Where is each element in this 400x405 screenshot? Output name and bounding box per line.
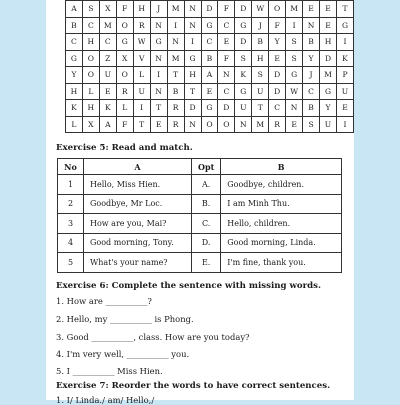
grid-cell: D (320, 50, 337, 67)
grid-cell: N (150, 17, 167, 34)
grid-cell: G (184, 50, 201, 67)
grid-cell: H (66, 83, 83, 100)
option-letter: C. (192, 214, 221, 234)
grid-row (66, 34, 354, 51)
exercise6-title: Exercise 6: Complete the sentence with missing words. (56, 281, 321, 291)
grid-cell: O (201, 116, 218, 133)
grid-cell: T (252, 100, 269, 117)
grid-cell: P (337, 67, 354, 84)
grid-cell: O (82, 50, 99, 67)
grid-cell: O (116, 67, 133, 84)
sentence-a: How are you, Mai? (84, 214, 192, 234)
grid-cell: F (116, 1, 133, 18)
exercise6-item-1: 1. How are __________? (56, 296, 152, 306)
grid-row (66, 116, 354, 133)
grid-cell: G (286, 67, 303, 84)
grid-cell: I (150, 67, 167, 84)
grid-cell: D (269, 83, 286, 100)
option-letter: B. (192, 194, 221, 214)
grid-cell: N (184, 1, 201, 18)
grid-cell: I (133, 100, 150, 117)
exercise6-item-2: 2. Hello, my __________ is Phong. (56, 314, 194, 324)
grid-cell: S (82, 1, 99, 18)
row-number: 3 (58, 214, 84, 234)
grid-cell: S (303, 116, 320, 133)
grid-cell: N (150, 50, 167, 67)
grid-cell: J (150, 1, 167, 18)
grid-cell: E (150, 116, 167, 133)
grid-cell: U (252, 83, 269, 100)
grid-cell: L (66, 116, 83, 133)
grid-row (66, 17, 354, 34)
row-number: 4 (58, 233, 84, 253)
exercise7-title: Exercise 7: Reorder the words to have correct sentences. (56, 381, 331, 391)
grid-cell: H (82, 34, 99, 51)
grid-cell: H (82, 100, 99, 117)
sentence-b: Good morning, Linda. (221, 233, 342, 253)
grid-cell: Y (66, 67, 83, 84)
grid-cell: C (303, 83, 320, 100)
grid-cell: C (99, 34, 116, 51)
grid-cell: C (82, 17, 99, 34)
grid-cell: X (82, 116, 99, 133)
grid-cell: M (167, 50, 184, 67)
grid-cell: U (337, 83, 354, 100)
sentence-b: Goodbye, children. (221, 175, 342, 195)
grid-cell: D (235, 1, 252, 18)
row-number: 2 (58, 194, 84, 214)
grid-cell: U (320, 116, 337, 133)
grid-cell: B (252, 34, 269, 51)
grid-cell: C (218, 83, 235, 100)
grid-cell: G (337, 17, 354, 34)
grid-cell: V (133, 50, 150, 67)
grid-row (66, 100, 354, 117)
grid-cell: R (167, 116, 184, 133)
grid-cell: E (286, 116, 303, 133)
grid-cell: O (269, 1, 286, 18)
sentence-b: I am Minh Thu. (221, 194, 342, 214)
grid-cell: R (116, 83, 133, 100)
option-letter: E. (192, 253, 221, 273)
grid-cell: W (286, 83, 303, 100)
sentence-a: Goodbye, Mr Loc. (84, 194, 192, 214)
grid-cell: F (269, 17, 286, 34)
row-number: 5 (58, 253, 84, 273)
grid-cell: B (167, 83, 184, 100)
grid-cell: I (167, 17, 184, 34)
grid-cell: A (99, 116, 116, 133)
grid-cell: B (303, 34, 320, 51)
grid-cell: I (184, 34, 201, 51)
grid-cell: T (167, 67, 184, 84)
grid-cell: N (167, 34, 184, 51)
worksheet-page (46, 0, 354, 405)
grid-cell: J (303, 67, 320, 84)
grid-cell: E (269, 50, 286, 67)
grid-cell: S (235, 50, 252, 67)
grid-cell: E (320, 1, 337, 18)
grid-cell: D (184, 100, 201, 117)
match-row (58, 194, 342, 214)
grid-cell: H (320, 34, 337, 51)
grid-row (66, 83, 354, 100)
grid-cell: M (252, 116, 269, 133)
grid-cell: D (218, 100, 235, 117)
exercise6-item-3: 3. Good __________, class. How are you today? (56, 332, 250, 342)
grid-cell: A (66, 1, 83, 18)
grid-cell: N (184, 116, 201, 133)
grid-cell: G (201, 100, 218, 117)
grid-cell: K (66, 100, 83, 117)
grid-cell: T (133, 116, 150, 133)
option-letter: D. (192, 233, 221, 253)
grid-cell: G (201, 17, 218, 34)
grid-row (66, 1, 354, 18)
grid-cell: T (184, 83, 201, 100)
exercise6-item-4: 4. I'm very well, __________ you. (56, 349, 190, 359)
grid-cell: G (320, 83, 337, 100)
grid-cell: K (337, 50, 354, 67)
grid-cell: W (133, 34, 150, 51)
grid-cell: R (133, 17, 150, 34)
grid-cell: C (66, 34, 83, 51)
option-letter: A. (192, 175, 221, 195)
sentence-b: Hello, children. (221, 214, 342, 234)
grid-cell: K (99, 100, 116, 117)
header-a: A (84, 159, 192, 175)
match-table (57, 158, 342, 273)
grid-cell: U (99, 67, 116, 84)
grid-cell: M (286, 1, 303, 18)
grid-cell: F (116, 116, 133, 133)
grid-cell: E (201, 83, 218, 100)
grid-cell: M (99, 17, 116, 34)
grid-cell: M (167, 1, 184, 18)
header-opt: Opt (192, 159, 221, 175)
grid-cell: Y (269, 34, 286, 51)
match-row (58, 175, 342, 195)
grid-cell: Y (303, 50, 320, 67)
grid-cell: U (133, 83, 150, 100)
grid-cell: T (150, 100, 167, 117)
grid-cell: G (235, 83, 252, 100)
grid-cell: O (82, 67, 99, 84)
grid-cell: O (116, 17, 133, 34)
grid-cell: L (133, 67, 150, 84)
grid-cell: M (320, 67, 337, 84)
grid-cell: L (116, 100, 133, 117)
grid-row (66, 67, 354, 84)
grid-cell: Z (99, 50, 116, 67)
grid-cell: K (235, 67, 252, 84)
match-row (58, 233, 342, 253)
grid-cell: H (252, 50, 269, 67)
grid-cell: C (201, 34, 218, 51)
exercise7-item-1: 1. I/ Linda./ am/ Hello,/ (56, 395, 155, 405)
grid-cell: I (337, 34, 354, 51)
grid-cell: D (269, 67, 286, 84)
grid-cell: N (286, 100, 303, 117)
grid-cell: E (99, 83, 116, 100)
sentence-a: Good morning, Tony. (84, 233, 192, 253)
grid-cell: E (337, 100, 354, 117)
grid-cell: B (201, 50, 218, 67)
grid-cell: H (133, 1, 150, 18)
grid-cell: N (303, 17, 320, 34)
sentence-b: I'm fine, thank you. (221, 253, 342, 273)
grid-cell: E (320, 17, 337, 34)
sentence-a: Hello, Miss Hien. (84, 175, 192, 195)
grid-cell: L (82, 83, 99, 100)
grid-cell: W (252, 1, 269, 18)
grid-cell: D (235, 34, 252, 51)
grid-cell: T (337, 1, 354, 18)
grid-cell: N (235, 116, 252, 133)
grid-cell: B (303, 100, 320, 117)
grid-cell: S (286, 34, 303, 51)
grid-cell: F (218, 1, 235, 18)
grid-cell: I (337, 116, 354, 133)
match-row (58, 253, 342, 273)
header-b: B (221, 159, 342, 175)
grid-cell: E (218, 34, 235, 51)
header-no: No (58, 159, 84, 175)
grid-cell: U (235, 100, 252, 117)
grid-cell: G (150, 34, 167, 51)
grid-cell: N (218, 67, 235, 84)
grid-cell: R (167, 100, 184, 117)
word-search-grid (65, 0, 354, 133)
grid-cell: G (66, 50, 83, 67)
grid-cell: S (286, 50, 303, 67)
grid-cell: A (201, 67, 218, 84)
grid-cell: N (184, 17, 201, 34)
grid-cell: J (252, 17, 269, 34)
grid-cell: I (286, 17, 303, 34)
sentence-a: What's your name? (84, 253, 192, 273)
grid-cell: Y (320, 100, 337, 117)
grid-cell: F (218, 50, 235, 67)
grid-cell: H (184, 67, 201, 84)
grid-cell: G (235, 17, 252, 34)
grid-cell: C (269, 100, 286, 117)
grid-cell: B (66, 17, 83, 34)
grid-cell: C (218, 17, 235, 34)
exercise6-item-5: 5. I __________ Miss Hien. (56, 366, 163, 376)
grid-cell: G (116, 34, 133, 51)
match-row (58, 214, 342, 234)
exercise5-title: Exercise 5: Read and match. (56, 143, 193, 153)
grid-cell: X (116, 50, 133, 67)
grid-cell: R (269, 116, 286, 133)
grid-cell: O (218, 116, 235, 133)
grid-cell: X (99, 1, 116, 18)
row-number: 1 (58, 175, 84, 195)
match-header-row (58, 159, 342, 175)
grid-cell: D (201, 1, 218, 18)
grid-cell: E (303, 1, 320, 18)
grid-cell: S (252, 67, 269, 84)
grid-row (66, 50, 354, 67)
grid-cell: N (150, 83, 167, 100)
